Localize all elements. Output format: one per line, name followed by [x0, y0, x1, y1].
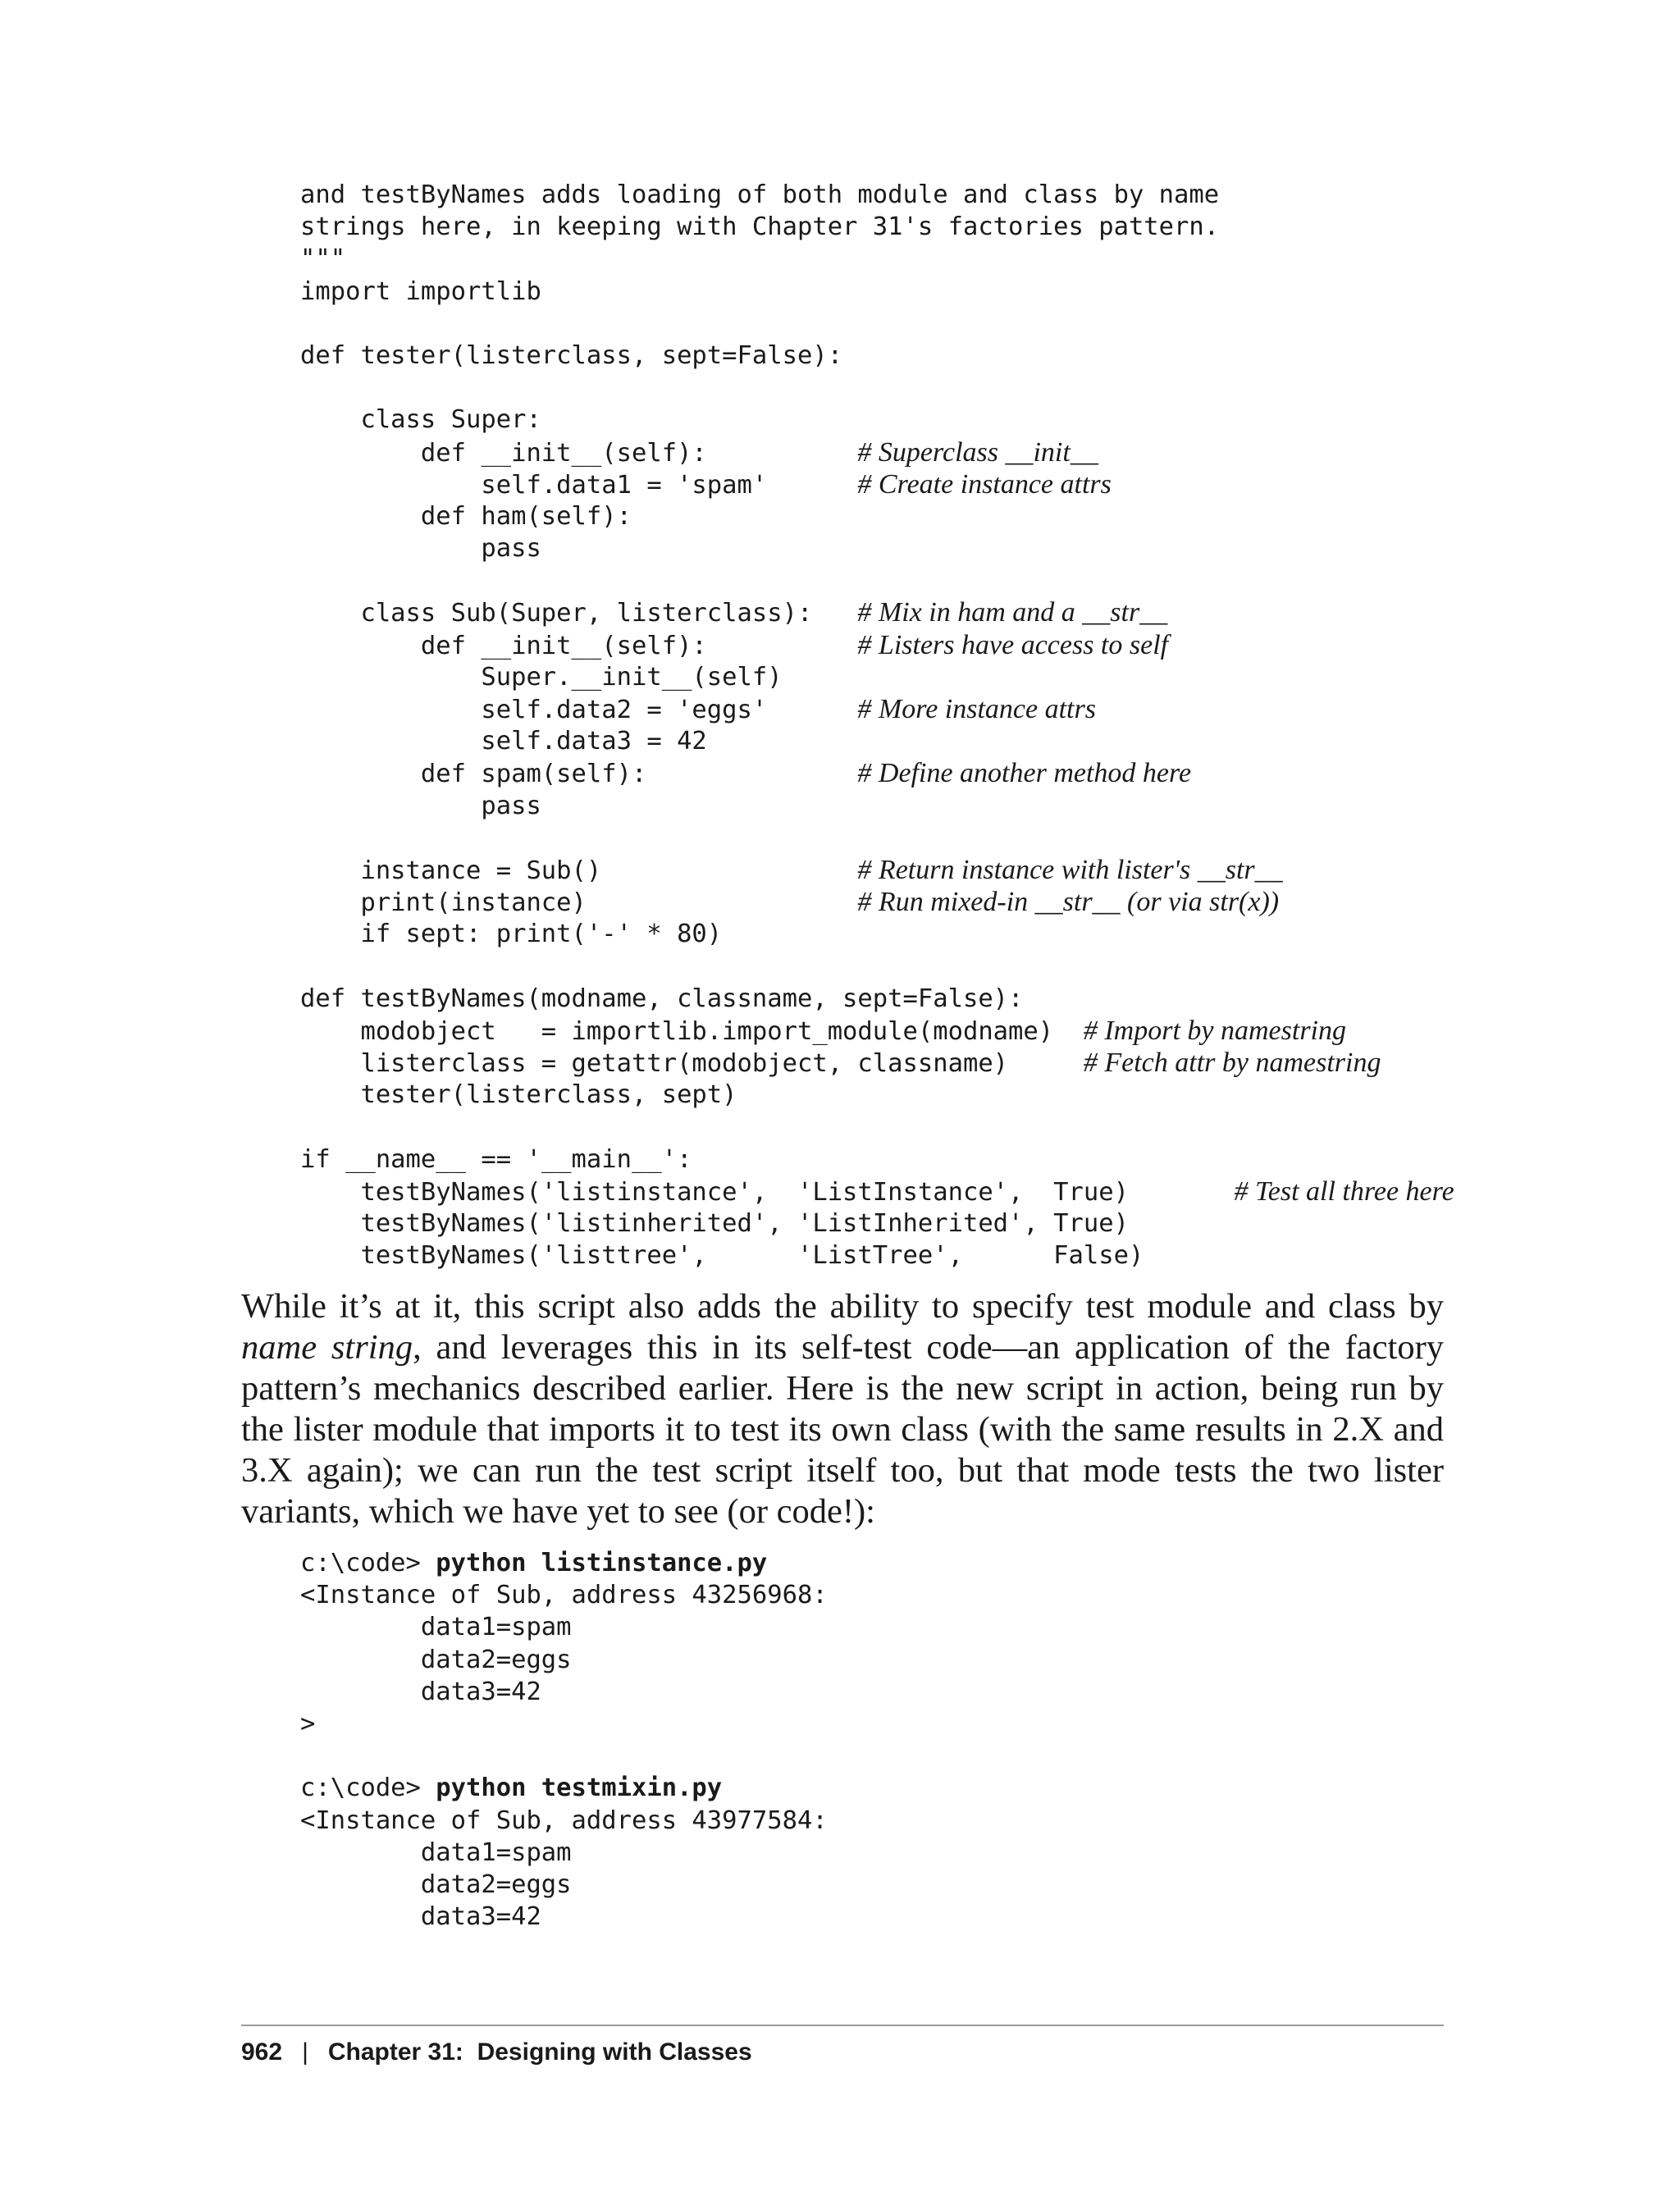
console-line — [300, 1837, 828, 1869]
code-line — [300, 564, 1454, 596]
code-text: pass — [300, 534, 541, 564]
code-text: pass — [300, 791, 541, 820]
code-line — [300, 372, 1454, 404]
code-text: testByNames('listinherited', 'ListInherited', True) — [300, 1209, 1129, 1238]
console-line — [300, 1805, 828, 1837]
code-line — [300, 629, 1454, 661]
code-line — [300, 1111, 1454, 1143]
code-line — [300, 918, 1454, 950]
code-line — [300, 693, 1454, 725]
code-text: def tester(listerclass, sept=False): — [300, 340, 843, 370]
console-command: python testmixin.py — [436, 1774, 723, 1803]
code-line — [300, 436, 1454, 468]
code-listing-testmixin — [300, 179, 1454, 1271]
code-line — [300, 308, 1454, 340]
console-line — [300, 1676, 828, 1708]
code-text: def ham(self): — [300, 501, 632, 531]
code-line — [300, 790, 1454, 822]
code-line — [300, 1176, 1454, 1208]
console-line — [300, 1901, 828, 1933]
code-comment: # Listers have access to self — [857, 629, 1169, 660]
code-comment: # Run mixed-in __str__ (or via str(x)) — [857, 887, 1280, 918]
code-comment: # Test all three here — [1234, 1176, 1454, 1207]
code-text: self.data2 = 'eggs' — [300, 696, 858, 724]
console-line — [300, 1547, 828, 1579]
body-paragraph — [241, 1286, 1444, 1532]
console-line — [300, 1772, 828, 1804]
code-text: modobject = importlib.import_module(modname) — [300, 1016, 1084, 1046]
paragraph-text-end: , and leverages this in its self-test code—an application of the factory pattern’s mechanics described earlier. Here is the new script in action, being run by the lister module that imports it to test its own class (with the same results in 2.X and 3.X again); we can run the test script itself too, but that mode tests the two lister variants, which we have yet to see (or code!): — [241, 1328, 1444, 1531]
paragraph-emphasis: name string — [241, 1328, 413, 1367]
code-line — [300, 983, 1454, 1015]
console-output: > — [300, 1709, 316, 1738]
code-line — [300, 854, 1454, 886]
code-comment: # Create instance attrs — [857, 468, 1112, 500]
code-line — [300, 211, 1454, 243]
console-prompt: c:\code> — [300, 1774, 436, 1803]
console-output: <Instance of Sub, address 43256968: — [300, 1581, 828, 1610]
console-output: data1=spam — [300, 1838, 572, 1867]
code-line — [300, 1079, 1454, 1111]
code-comment: # Return instance with lister's __str__ — [857, 854, 1283, 885]
code-text: self.data3 = 42 — [300, 727, 707, 756]
footer-rule — [241, 2025, 1444, 2026]
code-line — [300, 532, 1454, 564]
code-line — [300, 596, 1454, 628]
code-text: testByNames('listinstance', 'ListInstance', True) — [300, 1177, 1235, 1207]
chapter-title: Chapter 31: Designing with Classes — [327, 2038, 752, 2066]
code-line — [300, 661, 1454, 693]
code-text: """ — [300, 244, 346, 274]
console-output: <Instance of Sub, address 43977584: — [300, 1806, 828, 1835]
console-output: data3=42 — [300, 1677, 541, 1706]
console-line — [300, 1740, 828, 1772]
code-line — [300, 886, 1454, 918]
code-comment: # Fetch attr by namestring — [1083, 1048, 1381, 1079]
code-comment: # More instance attrs — [857, 694, 1096, 724]
code-text: print(instance) — [300, 888, 858, 918]
page-footer — [241, 2034, 752, 2070]
code-line — [300, 725, 1454, 757]
code-line — [300, 1144, 1454, 1176]
code-text: and testByNames adds loading of both module and class by name — [300, 180, 1220, 209]
code-line — [300, 757, 1454, 789]
code-line — [300, 1239, 1454, 1271]
console-line — [300, 1579, 828, 1611]
code-line — [300, 468, 1454, 500]
console-command: python listinstance.py — [436, 1549, 768, 1577]
console-output: data1=spam — [300, 1613, 572, 1642]
code-text: import importlib — [300, 276, 541, 306]
console-line — [300, 1644, 828, 1676]
code-comment: # Import by namestring — [1083, 1015, 1347, 1046]
code-comment: # Mix in ham and a __str__ — [857, 597, 1168, 628]
code-text: self.data1 = 'spam' — [300, 470, 858, 500]
code-line — [300, 1015, 1454, 1047]
console-line — [300, 1708, 828, 1740]
code-line — [300, 340, 1454, 372]
code-line — [300, 243, 1454, 275]
footer-separator: | — [302, 2038, 308, 2066]
code-text: testByNames('listtree', 'ListTree', False) — [300, 1241, 1144, 1271]
page-number: 962 — [241, 2038, 283, 2066]
code-comment: # Define another method here — [857, 758, 1192, 789]
code-line — [300, 500, 1454, 532]
code-text: if __name__ == '__main__': — [300, 1144, 692, 1174]
code-text: listerclass = getattr(modobject, classname) — [300, 1049, 1084, 1079]
code-text: class Sub(Super, listerclass): — [300, 599, 858, 628]
console-output: data3=42 — [300, 1902, 541, 1932]
code-text: def testByNames(modname, classname, sept=False): — [300, 984, 1024, 1013]
code-text: strings here, in keeping with Chapter 31's factories pattern. — [300, 212, 1220, 242]
code-line — [300, 822, 1454, 854]
console-line — [300, 1611, 828, 1643]
code-text: Super.__init__(self) — [300, 662, 783, 692]
code-text: tester(listerclass, sept) — [300, 1080, 737, 1110]
code-comment: # Superclass __init__ — [857, 436, 1098, 468]
code-line — [300, 276, 1454, 308]
paragraph-text-start: While it’s at it, this script also adds the ability to specify test module and class by — [241, 1287, 1444, 1326]
code-text: def __init__(self): — [300, 438, 858, 468]
code-listing-run-output — [300, 1547, 828, 1933]
console-output: data2=eggs — [300, 1869, 572, 1899]
code-line — [300, 404, 1454, 436]
console-prompt: c:\code> — [300, 1549, 436, 1577]
code-text: class Super: — [300, 405, 541, 435]
code-text: def __init__(self): — [300, 631, 858, 660]
code-text: if sept: print('-' * 80) — [300, 920, 723, 949]
code-line — [300, 1208, 1454, 1239]
code-text: def spam(self): — [300, 760, 858, 789]
console-output: data2=eggs — [300, 1645, 572, 1674]
code-line — [300, 1047, 1454, 1079]
code-line — [300, 179, 1454, 211]
code-text: instance = Sub() — [300, 856, 858, 885]
console-line — [300, 1869, 828, 1901]
code-line — [300, 951, 1454, 983]
